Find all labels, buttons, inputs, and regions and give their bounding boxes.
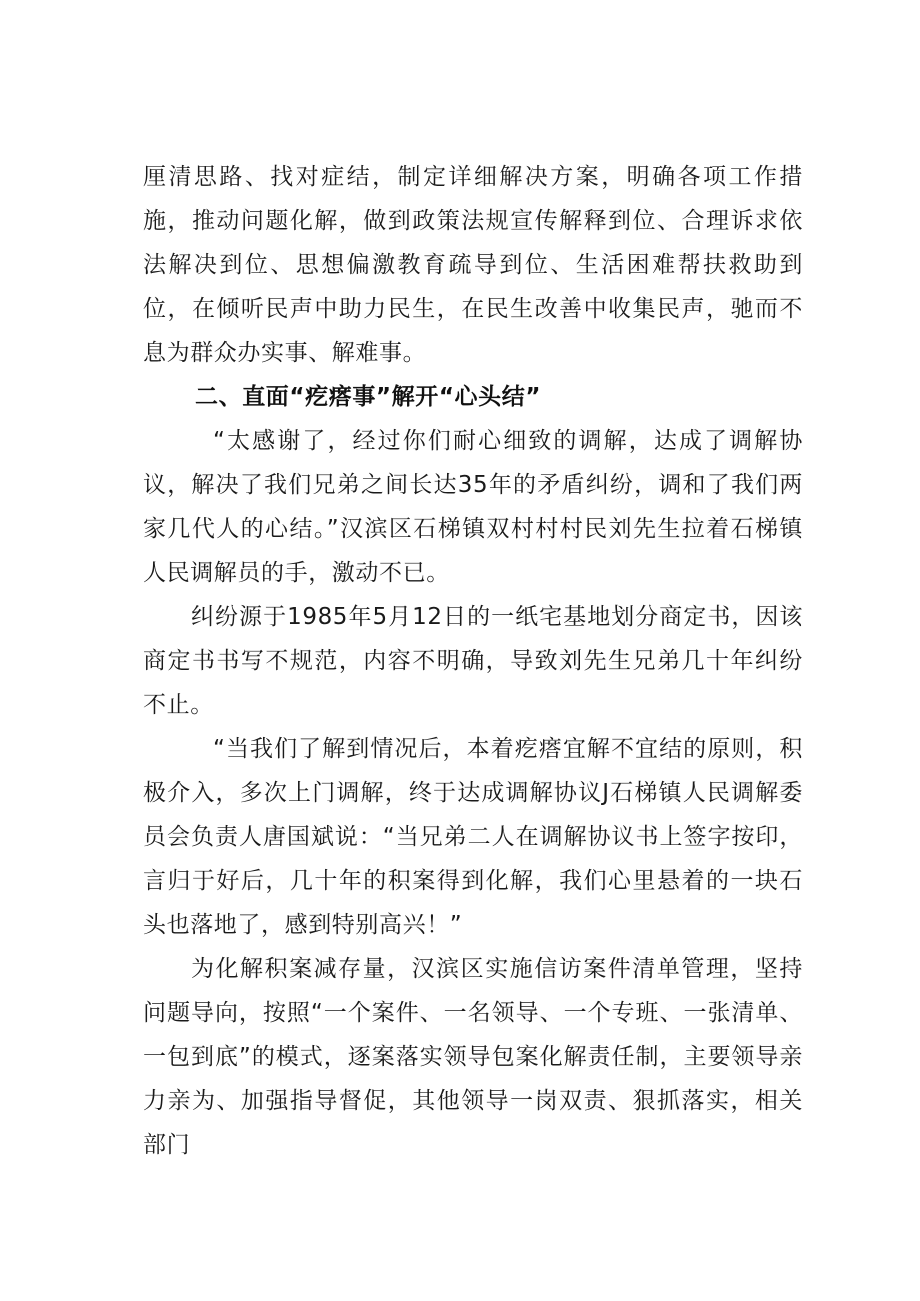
paragraph-continuation: 厘清思路、找对症结，制定详细解决方案，明确各项工作措施，推动问题化解，做到政策法规宣传解释到位、合理诉求依法解决到位、思想偏激教育疏导到位、生活困难帮扶救助到位，在倾听民声中助力民生，在民生改善中收集民声，驰而不息为群众办实事、解难事。: [143, 164, 803, 366]
paragraph-quote-thanks: “太感谢了，经过你们耐心细致的调解，达成了调解协议，解决了我们兄弟之间长达35年的矛盾纠纷，调和了我们两家几代人的心结。”汉滨区石梯镇双村村村民刘先生拉着石梯镇人民调解员的手，激动不已。: [143, 428, 803, 586]
document-body: [143, 155, 803, 1167]
paragraph-case-management: 为化解积案减存量，汉滨区实施信访案件清单管理，坚持问题导向，按照“一个案件、一名领导、一个专班、一张清单、一包到底”的模式，逐案落实领导包案化解责任制，主要领导亲力亲为、加强指导督促，其他领导一岗双责、狠抓落实，相关部门: [143, 956, 803, 1158]
section-heading: 二、直面“疙瘩事”解开“心头结”: [195, 384, 542, 410]
paragraph-quote-mediator: “当我们了解到情况后，本着疙瘩宜解不宜结的原则，积极介入，多次上门调解，终于达成调解协议J石梯镇人民调解委员会负责人唐国斌说：“当兄弟二人在调解协议书上签字按印，言归于好后，几十年的积案得到化解，我们心里悬着的一块石头也落地了，感到特别高兴！”: [143, 736, 803, 938]
paragraph-dispute-origin: 纠纷源于1985年5月12日的一纸宅基地划分商定书，因该商定书书写不规范，内容不明确，导致刘先生兄弟几十年纠纷不止。: [143, 604, 803, 718]
